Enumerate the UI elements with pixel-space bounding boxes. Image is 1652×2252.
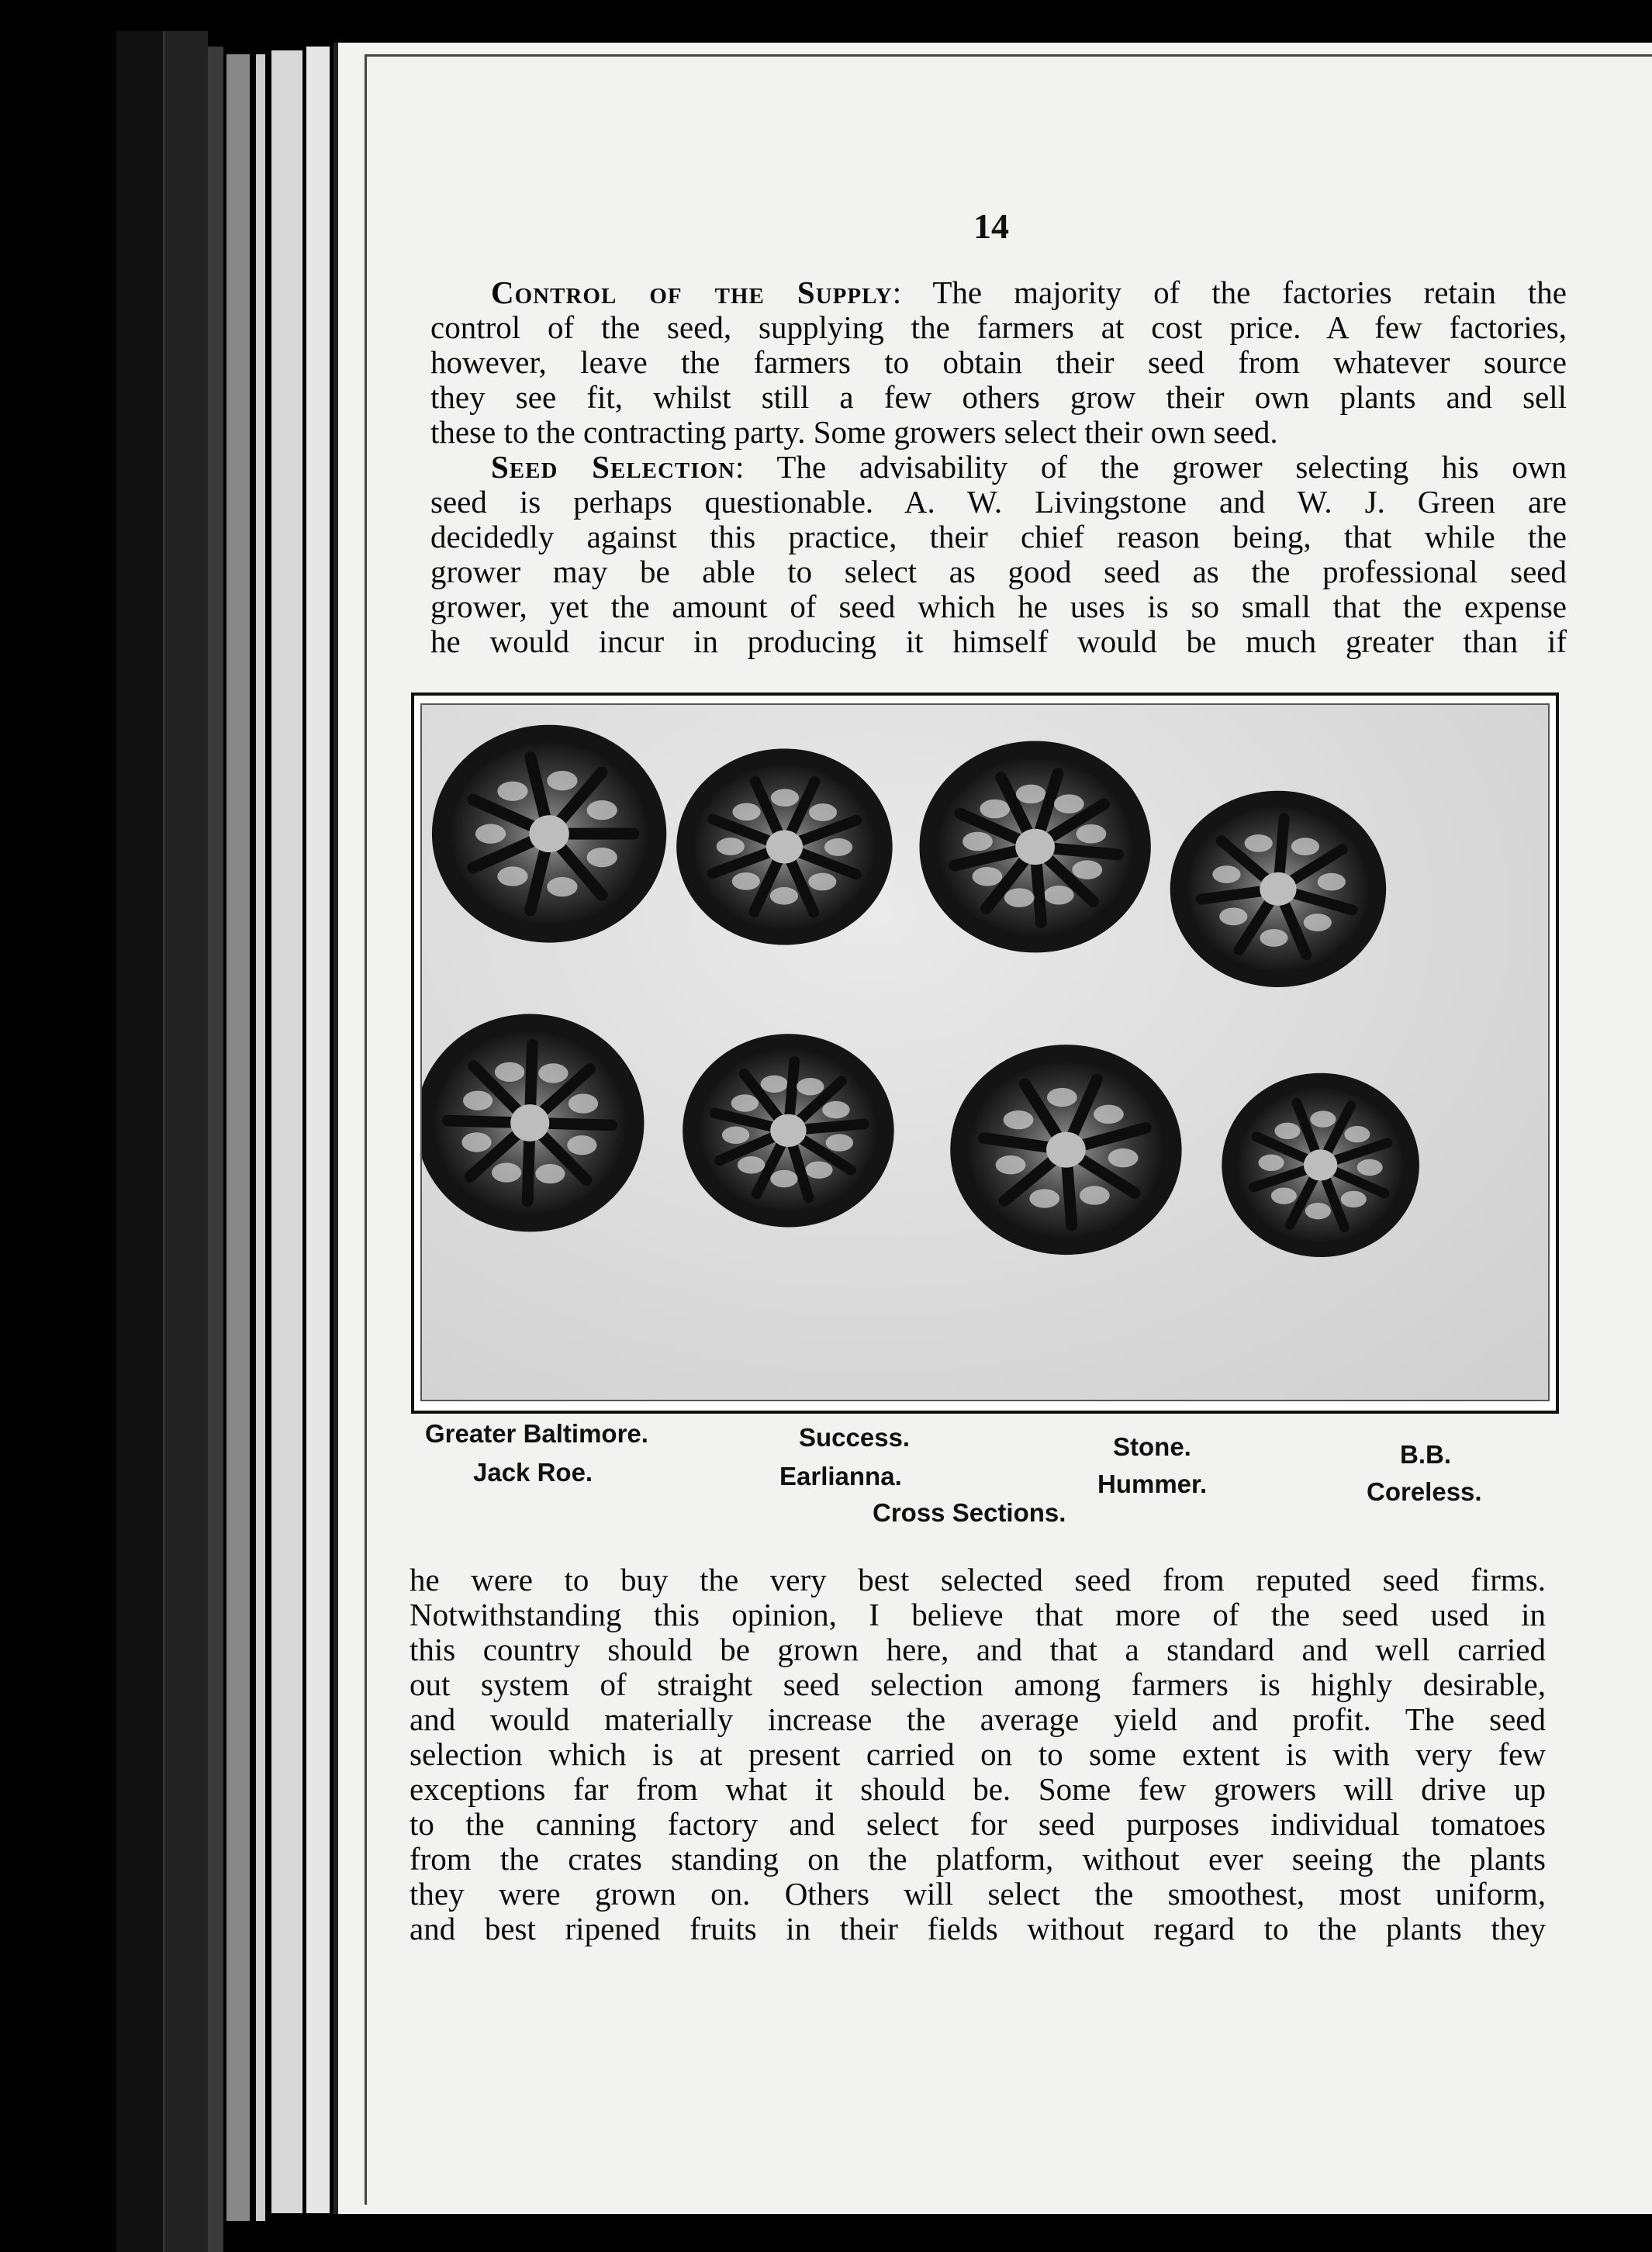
page-stack-edge — [306, 47, 330, 2213]
tomato-slice — [919, 741, 1150, 952]
text-line: he were to buy the very best selected seed from reputed seed firms. — [410, 1562, 1546, 1597]
text-line: however, leave the farmers to obtain their seed from whatever source — [430, 344, 1567, 380]
text-line: seed is perhaps questionable. A. W. Livingstone and W. J. Green are — [430, 484, 1567, 520]
caption-hummer: Hummer. — [1097, 1470, 1208, 1498]
text-line: he would incur in producing it himself would be much greater than if — [430, 623, 1567, 659]
page-stack-edge — [256, 54, 265, 2221]
page-stack-edge — [208, 47, 223, 2252]
book-spine-edge — [116, 31, 163, 2252]
tomato-slices-illustration — [422, 705, 1548, 1400]
text-line: control of the seed, supplying the farmers at cost price. A few factories, — [430, 309, 1567, 345]
text-line: decidedly against this practice, their chief reason being, that while the — [430, 519, 1567, 554]
text-line: grower may be able to select as good seed as the professional seed — [430, 554, 1567, 589]
text-line: exceptions far from what it should be. Some few growers will drive up — [410, 1771, 1546, 1807]
tomato-slice — [432, 725, 666, 943]
caption-coreless: Coreless. — [1367, 1477, 1482, 1506]
text-line: and would materially increase the average yield and profit. The seed — [410, 1701, 1546, 1737]
text-line: these to the contracting party. Some growers select their own seed. — [430, 414, 1278, 450]
caption-stone: Stone. — [1113, 1432, 1191, 1461]
tomato-slice — [950, 1045, 1181, 1255]
text-line: Notwithstanding this opinion, I believe that more of the seed used in — [410, 1597, 1546, 1632]
text-line: from the crates standing on the platform, without ever seeing the plants — [410, 1841, 1546, 1877]
text-line: grower, yet the amount of seed which he uses is so small that the expense — [430, 589, 1567, 624]
section-heading: Seed Selection — [491, 449, 736, 485]
caption-greater-baltimore: Greater Baltimore. — [425, 1419, 648, 1448]
tomato-slice — [422, 1014, 644, 1232]
page-number: 14 — [973, 206, 1009, 246]
text-line: Control of the Supply: The majority of the factories retain the — [491, 275, 1567, 310]
tomato-slice — [1170, 791, 1386, 987]
section-heading: Control of the Supply — [491, 275, 893, 310]
caption-earlianna: Earlianna. — [779, 1462, 902, 1490]
caption-bb: B.B. — [1400, 1440, 1451, 1469]
text-line: this country should be grown here, and that a standard and well carried — [410, 1632, 1546, 1667]
book-cover-edge — [163, 31, 208, 2252]
caption-success: Success. — [799, 1423, 911, 1452]
page-stack-edge — [271, 50, 302, 2213]
text-line: to the canning factory and select for seed purposes individual tomatoes — [410, 1806, 1546, 1842]
text-line: selection which is at present carried on to some extent is with very few — [410, 1736, 1546, 1772]
text-line: they were grown on. Others will select the smoothest, most uniform, — [410, 1876, 1546, 1912]
page-stack-edge — [226, 54, 250, 2221]
text-line: and best ripened fruits in their fields without regard to the plants they — [410, 1911, 1546, 1946]
text-line: Seed Selection: The advisability of the grower selecting his own — [491, 449, 1567, 485]
tomato-cross-section-photo — [411, 693, 1559, 1414]
text-line: they see fit, whilst still a few others grow their own plants and sell — [430, 379, 1567, 415]
top-paragraphs — [430, 275, 1567, 659]
tomato-slice — [1222, 1073, 1419, 1257]
bottom-paragraph — [410, 1563, 1546, 1946]
figure-title: Cross Sections. — [873, 1498, 1066, 1527]
tomato-slice — [683, 1034, 893, 1227]
photo-image — [420, 703, 1550, 1401]
tomato-slice — [676, 748, 892, 945]
caption-jack-roe: Jack Roe. — [473, 1458, 593, 1487]
text-line: out system of straight seed selection among farmers is highly desirable, — [410, 1667, 1546, 1702]
